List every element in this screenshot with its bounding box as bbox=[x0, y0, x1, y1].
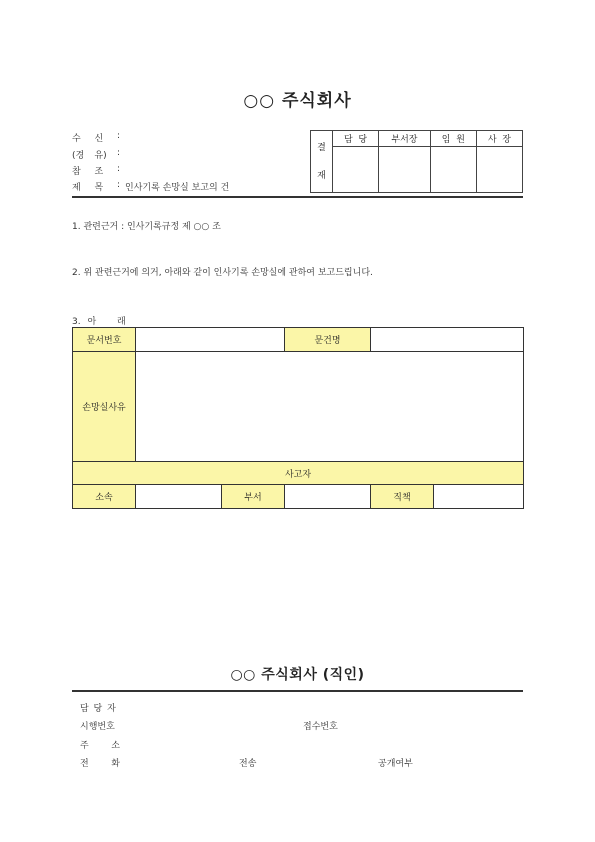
footer-phone-a: 전 bbox=[80, 759, 89, 769]
item-1: 1. 관련근거 : 인사기록규정 제 ○○ 조 bbox=[72, 222, 221, 232]
approval-sign-executive[interactable] bbox=[430, 147, 476, 193]
approval-role-executive: 임 원 bbox=[430, 131, 476, 147]
footer-disclosure: 공개여부 bbox=[378, 759, 413, 769]
reference-label-a: 참 bbox=[72, 167, 81, 177]
subject-label-b: 목 bbox=[94, 183, 104, 193]
doc-name-field[interactable] bbox=[371, 328, 524, 352]
via-label bbox=[72, 148, 120, 161]
footer-address-a: 주 bbox=[80, 741, 89, 751]
footer-title: ○○ 주식회사 (직인) bbox=[230, 667, 365, 683]
department-label: 부서 bbox=[222, 485, 285, 509]
footer-issue-no: 시행번호 bbox=[80, 722, 115, 732]
approval-sign-staff[interactable] bbox=[333, 147, 379, 193]
affiliation-label: 소속 bbox=[73, 485, 136, 509]
doc-number-label: 문서번호 bbox=[73, 328, 136, 352]
loss-report-table bbox=[72, 327, 524, 509]
via-label-a: (경 bbox=[72, 151, 85, 161]
approval-sign-president[interactable] bbox=[476, 147, 522, 193]
loss-reason-label: 손망실사유 bbox=[73, 352, 136, 462]
item-3-text-a: 아 bbox=[87, 317, 97, 327]
position-label: 직책 bbox=[371, 485, 434, 509]
approval-role-staff: 담 당 bbox=[333, 131, 379, 147]
recipient-label-colon: : bbox=[116, 131, 120, 141]
recipient-label bbox=[72, 131, 120, 144]
item-3-number: 3. bbox=[72, 317, 81, 327]
footer-address bbox=[80, 738, 120, 751]
subject-label-colon: : bbox=[116, 180, 120, 190]
footer-manager: 담 당 자 bbox=[80, 704, 117, 714]
reference-label-colon: : bbox=[116, 164, 120, 174]
affiliation-field[interactable] bbox=[136, 485, 222, 509]
footer-phone-b: 화 bbox=[111, 759, 120, 769]
loss-reason-field[interactable] bbox=[136, 352, 524, 462]
approval-sign-dept-head[interactable] bbox=[379, 147, 431, 193]
person-header: 사고자 bbox=[73, 462, 524, 485]
reference-label bbox=[72, 164, 120, 177]
footer-phone bbox=[80, 756, 120, 769]
reference-label-b: 조 bbox=[94, 167, 104, 177]
footer-receipt-no: 접수번호 bbox=[303, 722, 338, 732]
approval-role-president: 사 장 bbox=[476, 131, 522, 147]
footer-divider bbox=[72, 690, 523, 692]
item-3-heading bbox=[72, 314, 126, 327]
item-2: 2. 위 관련근거에 의거, 아래와 같이 인사기록 손망실에 관하여 보고드립니다. bbox=[72, 268, 373, 278]
footer-address-b: 소 bbox=[111, 741, 120, 751]
approval-role-dept-head: 부서장 bbox=[379, 131, 431, 147]
via-label-colon: : bbox=[116, 148, 120, 158]
header-divider bbox=[72, 196, 523, 198]
department-field[interactable] bbox=[285, 485, 371, 509]
approval-table bbox=[310, 130, 523, 193]
subject-value: 인사기록 손망실 보고의 건 bbox=[125, 183, 230, 193]
approval-side-label bbox=[311, 131, 333, 193]
approval-side-top: 결 bbox=[317, 142, 326, 153]
recipient-label-b: 신 bbox=[94, 134, 104, 144]
footer-fax: 전송 bbox=[239, 759, 257, 769]
subject-label bbox=[72, 180, 120, 193]
doc-name-label: 문건명 bbox=[285, 328, 371, 352]
approval-side-bottom: 재 bbox=[317, 170, 326, 181]
position-field[interactable] bbox=[434, 485, 524, 509]
via-label-b: 유) bbox=[94, 151, 107, 161]
item-3-text-b: 래 bbox=[117, 317, 126, 327]
page-title: ○○ 주식회사 bbox=[243, 91, 352, 111]
doc-number-field[interactable] bbox=[136, 328, 285, 352]
subject-label-a: 제 bbox=[72, 183, 81, 193]
recipient-label-a: 수 bbox=[72, 134, 81, 144]
